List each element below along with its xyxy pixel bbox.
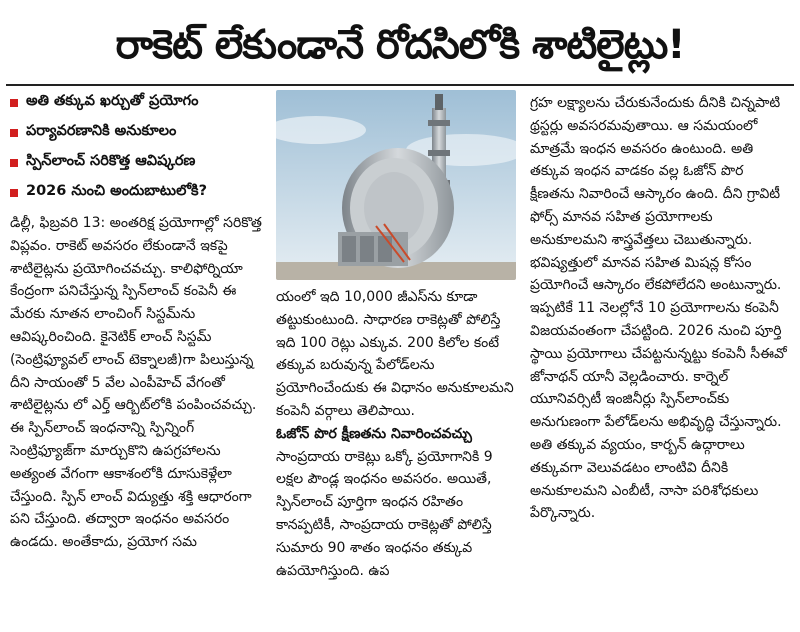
- article-subheading: ఓజోన్ పొర క్షీణతను నివారించవచ్చు: [276, 425, 472, 442]
- article-column-3: [530, 92, 792, 630]
- article-paragraph: సాంప్రదాయ రాకెట్లు ఒక్కో ప్రయోగానికి 9 లక్షల పౌండ్ల ఇంధనం అవసరం. అయితే, స్పిన్‌లాంచ్ పూర్తిగా ఇంధన రహితం కానప్పటికీ, సాంప్రదాయ రాకెట్లతో పోలిస్తే సుమారు 90 శాతం ఇంధనం తక్కువ ఉపయోగిస్తుంది. ఉప: [276, 448, 493, 579]
- article-paragraph: యంలో ఇది 10,000 జీఎస్‌ను కూడా తట్టుకుంటుంది. సాధారణ రాకెట్లతో పోలిస్తే ఇది 100 రెట్లు ఎక్కువ. 200 కిలోల కంటే తక్కువ బరువున్న పేలోడ్‌లను ప్రయోగించేందుకు ఈ విధానం అనుకూలమని కంపెనీ వర్గాలు తెలిపాయి.: [276, 289, 514, 419]
- highlight-item: [10, 88, 272, 118]
- highlight-item: [10, 118, 272, 148]
- article-column-1: [10, 212, 264, 630]
- highlight-text: అతి తక్కువ ఖర్చుతో ప్రయోగం: [26, 93, 199, 109]
- headline-rule: [6, 84, 794, 86]
- article-column-2: [276, 286, 518, 630]
- highlight-text: 2026 నుంచి అందుబాటులోకి?: [26, 183, 208, 199]
- bullet-square-icon: [10, 159, 18, 167]
- headline: రాకెట్ లేకుండానే రోదసిలోకి శాటిలైట్లు!: [115, 22, 685, 68]
- spinlaunch-photo: [276, 90, 516, 280]
- highlight-item: [10, 148, 272, 178]
- article-paragraph: డిల్లీ, ఫిబ్రవరి 13: అంతరిక్ష ప్రయోగాల్లో సరికొత్త విప్లవం. రాకెట్ అవసరం లేకుండానే ఇకపై శాటిలైట్లను ప్రయోగించవచ్చు. కాలిఫోర్నియా కేంద్రంగా పనిచేస్తున్న స్పిన్‌లాంచ్ కంపెనీ ఈ మేరకు నూతన లాంచింగ్ సిస్టమ్‌ను ఆవిష్కరించింది. కైనెటిక్ లాంచ్ సిస్టమ్ (సెంట్రిఫ్యూవల్ లాంచ్ టెక్నాలజీ)గా పిలుస్తున్న దీని సాయంతో 5 వేల ఎంపీహెచ్ వేగంతో శాటిలైట్లను లో ఎర్త్ ఆర్బిట్‌లోకి పంపించవచ్చు. ఈ స్పిన్‌లాంచ్ ఇంధనాన్ని స్పిన్నింగ్ సెంట్రిఫ్యూజ్‌గా మార్చుకొని ఉపగ్రహాలను అత్యంత వేగంగా ఆకాశంలోకి దూసుకెళ్లేలా చేస్తుంది. స్పిన్ లాంచ్ విద్యుత్తు శక్తి ఆధారంగా పని చేస్తుంది. తద్వారా ఇంధనం అవసరం ఉండదు. అంతేకాదు, ప్రయోగ సమ: [10, 215, 262, 551]
- bullet-square-icon: [10, 99, 18, 107]
- bullet-square-icon: [10, 129, 18, 137]
- highlight-text: స్పిన్‌లాంచ్ సరికొత్త ఆవిష్కరణ: [26, 153, 196, 169]
- highlights-list: [10, 88, 272, 208]
- highlight-item: [10, 178, 272, 208]
- bullet-square-icon: [10, 189, 18, 197]
- highlight-text: పర్యావరణానికి అనుకూలం: [26, 123, 177, 139]
- article-paragraph: గ్రహ లక్ష్యాలను చేరుకునేందుకు దీనికి చిన్నపాటి థ్రస్టర్లు అవసరమవుతాయి. ఆ సమయంలో మాత్రమే ఇంధన అవసరం ఉంటుంది. అతి తక్కువ ఇంధన వాడకం వల్ల ఓజోన్ పొర క్షీణతను నివారించే ఆస్కారం ఉంది. దీని గ్రావిటీ ఫోర్స్ మానవ సహిత ప్రయోగాలకు అనుకూలమని శాస్త్రవేత్తలు చెబుతున్నారు. భవిష్యత్తులో మానవ సహిత మిషన్ల కోసం ప్రయోగించే ఆస్కారం లేకపోలేదని అంటున్నారు. ఇప్పటికే 11 నెలల్లోనే 10 ప్రయోగాలను కంపెనీ విజయవంతంగా చేపట్టింది. 2026 నుంచి పూర్తి స్థాయి ప్రయోగాలు చేపట్టనున్నట్టు కంపెనీ సీఈవో జోనాథన్ యానీ వెల్లడించారు. కార్నెల్ యూనివర్సిటీ ఇంజినీర్లు స్పిన్‌లాంచ్‌కు అనుగుణంగా పేలోడ్‌లను అభివృద్ధి చేస్తున్నారు. అతి తక్కువ వ్యయం, కార్బన్ ఉద్గారాలు తక్కువగా వెలువడటం లాంటివి దీనికి అనుకూలమని ఎంబీటీ, నాసా పరిశోధకులు పేర్కొన్నారు.: [530, 95, 787, 522]
